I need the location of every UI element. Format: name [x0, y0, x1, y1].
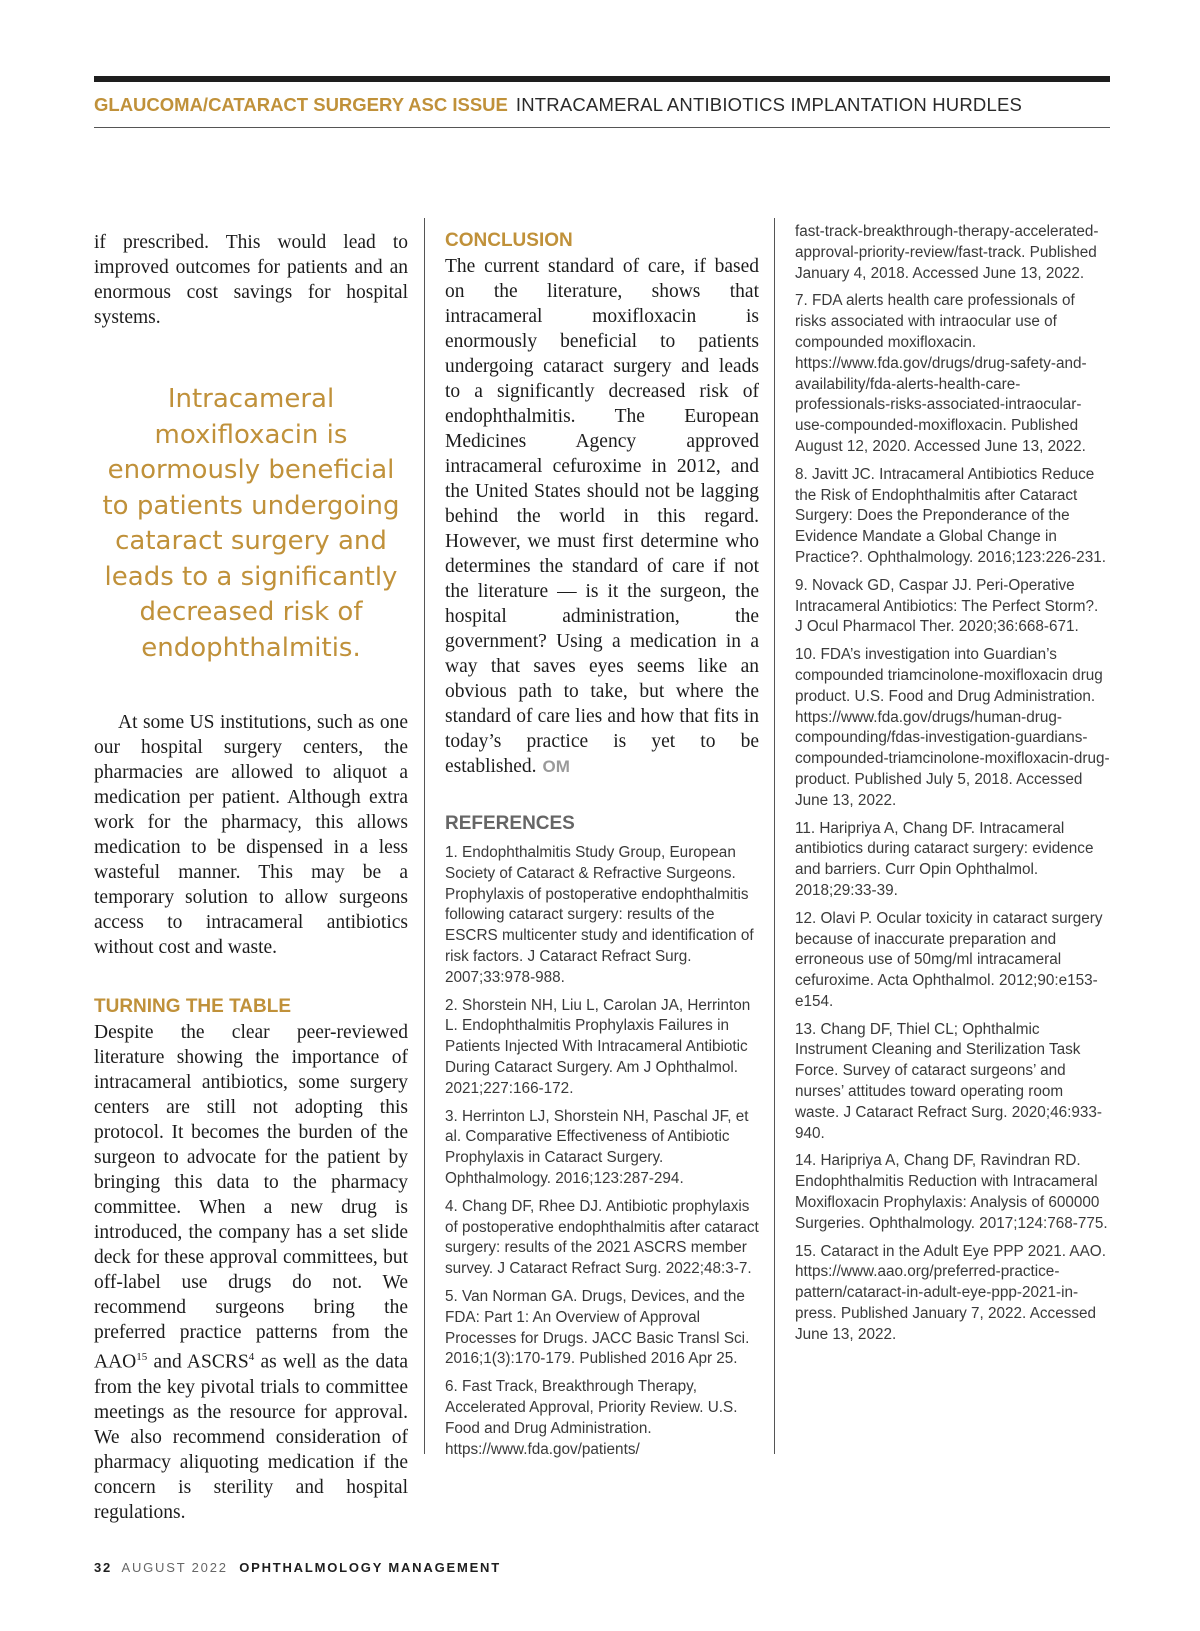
reference-item: 3. Herrinton LJ, Shorstein NH, Paschal JF, et al. Comparative Effectiveness of Antibiotic Prophylaxis in Cataract Surgery. Ophthalmology. 2016;123:287-294. [445, 1107, 749, 1187]
magazine-name: OPHTHALMOLOGY MANAGEMENT [239, 1560, 501, 1575]
column-2 [445, 230, 759, 1467]
running-header [94, 94, 1110, 116]
page-footer [94, 1560, 501, 1575]
conclusion-heading: CONCLUSION [445, 230, 573, 251]
column-3 [795, 222, 1110, 1353]
references-heading: REFERENCES [445, 813, 575, 834]
reference-item: 11. Haripriya A, Chang DF. Intracameral antibiotics during cataract surgery: evidence and barriers. Curr Opin Ophthalmol. 2018;29:33-39. [795, 819, 1094, 899]
column-divider-1 [424, 218, 425, 1454]
section-label: GLAUCOMA/CATARACT SURGERY ASC ISSUE [94, 94, 508, 115]
intro-paragraph: if prescribed. This would lead to improved outcomes for patients and an enormous cost savings for hospital systems. [94, 232, 408, 328]
top-rule [94, 76, 1110, 82]
page-number: 32 [94, 1560, 113, 1575]
reference-item: 4. Chang DF, Rhee DJ. Antibiotic prophylaxis of postoperative endophthalmitis after cataract surgery: results of the 2021 ASCRS member survey. J Cataract Refract Surg. 2022;48:3-7. [445, 1197, 759, 1278]
article-topic: INTRACAMERAL ANTIBIOTICS IMPLANTATION HURDLES [515, 94, 1023, 115]
reference-item: 8. Javitt JC. Intracameral Antibiotics Reduce the Risk of Endophthalmitis after Cataract Surgery: Does the Preponderance of the Evidence Mandate a Global Change in Practice?. Ophthalmology. 2016;123:226-231. [795, 465, 1106, 566]
header-rule [94, 127, 1110, 128]
column-divider-2 [774, 218, 775, 1454]
column-1 [94, 230, 408, 1525]
reference-item: 9. Novack GD, Caspar JJ. Peri-Operative Intracameral Antibiotics: The Perfect Storm?. J Ocul Pharmacol Ther. 2020;36:668-671. [795, 576, 1099, 636]
reference-item: 1. Endophthalmitis Study Group, European Society of Cataract & Refractive Surgeons. Prophylaxis of postoperative endophthalmitis following cataract surgery: results of the ESCRS multicenter study and identification of risk factors. J Cataract Refract Surg. 2007;33:978-988. [445, 844, 754, 986]
reference-continued: fast-track-breakthrough-therapy-accelerated-approval-priority-review/fast-track. Published January 4, 2018. Accessed June 13, 2022. [795, 223, 1099, 282]
reference-item: 6. Fast Track, Breakthrough Therapy, Accelerated Approval, Priority Review. U.S. Food and Drug Administration. https://www.fda.gov/patients/ [445, 1378, 738, 1458]
reference-item: 14. Haripriya A, Chang DF, Ravindran RD. Endophthalmitis Reduction with Intracameral Moxifloxacin Prophylaxis: Analysis of 600000 Surgeries. Ophthalmology. 2017;124:768-775. [795, 1152, 1108, 1232]
reference-item: 5. Van Norman GA. Drugs, Devices, and the FDA: Part 1: An Overview of Approval Processes for Drugs. JACC Basic Transl Sci. 2016;1(3):170-179. Published 2016 Apr 25. [445, 1287, 750, 1368]
citation-aao: 15 [136, 1351, 148, 1363]
pull-quote: Intracameral moxifloxacin is enormously beneficial to patients undergoing cataract surgery and leads to a significantly decreased risk of endophthalmitis. [102, 384, 400, 663]
turning-the-table-paragraph: Despite the clear peer-reviewed literature showing the importance of intracameral antibiotics, some surgery centers are still not adopting this protocol. It becomes the burden of the surgeon to advocate for the patient by bringing this data to the pharmacy committee. When a new drug is introduced, the company has a set slide deck for these approval committees, but off-label use drugs do not. We recommend surgeons bring the preferred practice patterns from the AAO$^{15}$ and ASCRS$^4$ as well as the data from the key pivotal trials to committee meetings as the resource for approval. We also recommend consideration of pharmacy aliquoting medication if the concern is sterility and hospital regulations. [94, 1022, 408, 1523]
reference-item: 7. FDA alerts health care professionals of risks associated with intraocular use of compounded moxifloxacin. https://www.fda.gov/drugs/drug-safety-and-availability/fda-alerts-health-care-professionals-risks-associated-intraocular-use-compounded-moxifloxacin. Published August 12, 2020. Accessed June 13, 2022. [795, 292, 1087, 455]
conclusion-paragraph: The current standard of care, if based on the literature, shows that intracameral moxifloxacin is enormously beneficial to patients undergoing cataract surgery and leads to a significantly decreased risk of endophthalmitis. The European Medicines Agency approved intracameral cefuroxime in 2012, and the United States should not be lagging behind the world in this regard. However, we must first determine who determines the standard of care if not the literature — is it the surgeon, the hospital administration, the government? Using a medication in a way that saves eyes seems like an obvious path to take, but where the standard of care lies and how that fits in today’s practice is yet to be established. OM [445, 256, 759, 777]
reference-item: 12. Olavi P. Ocular toxicity in cataract surgery because of inaccurate preparation and erroneous use of 50mg/ml intracameral cefuroxime. Acta Ophthalmol. 2012;90:e153-e154. [795, 909, 1103, 1010]
reference-item: 2. Shorstein NH, Liu L, Carolan JA, Herrinton L. Endophthalmitis Prophylaxis Failures in Patients Injected With Intracameral Antibiotic During Cataract Surgery. Am J Ophthalmol. 2021;227:166-172. [445, 996, 751, 1097]
references-list-a [445, 843, 759, 1460]
section-heading-turning-the-table: TURNING THE TABLE [94, 996, 292, 1017]
reference-item: 13. Chang DF, Thiel CL; Ophthalmic Instrument Cleaning and Sterilization Task Force. Survey of cataract surgeons’ and nurses’ attitudes toward operating room waste. J Cataract Refract Surg. 2020;46:933-940. [795, 1020, 1102, 1142]
body-paragraph-2: At some US institutions, such as one our hospital surgery centers, the pharmacies are allowed to aliquot a medication per patient. Although extra work for the pharmacy, this allows medication to be dispensed in a less wasteful manner. This may be a temporary solution to allow surgeons access to intracameral antibiotics without cost and waste. [94, 712, 408, 958]
reference-item: 15. Cataract in the Adult Eye PPP 2021. AAO. https://www.aao.org/preferred-practice-pattern/cataract-in-adult-eye-ppp-2021-in-press. Published January 7, 2022. Accessed June 13, 2022. [795, 1242, 1106, 1343]
end-mark: OM [542, 757, 570, 776]
reference-item: 10. FDA’s investigation into Guardian’s compounded triamcinolone-moxifloxacin drug product. U.S. Food and Drug Administration. https://www.fda.gov/drugs/human-drug-compounding/fdas-investigation-guardians-compounded-triamcinolone-moxifloxacin-drug-product. Published July 5, 2018. Accessed June 13, 2022. [795, 646, 1110, 809]
citation-ascrs: 4 [248, 1351, 255, 1363]
issue-date: AUGUST 2022 [121, 1560, 228, 1575]
